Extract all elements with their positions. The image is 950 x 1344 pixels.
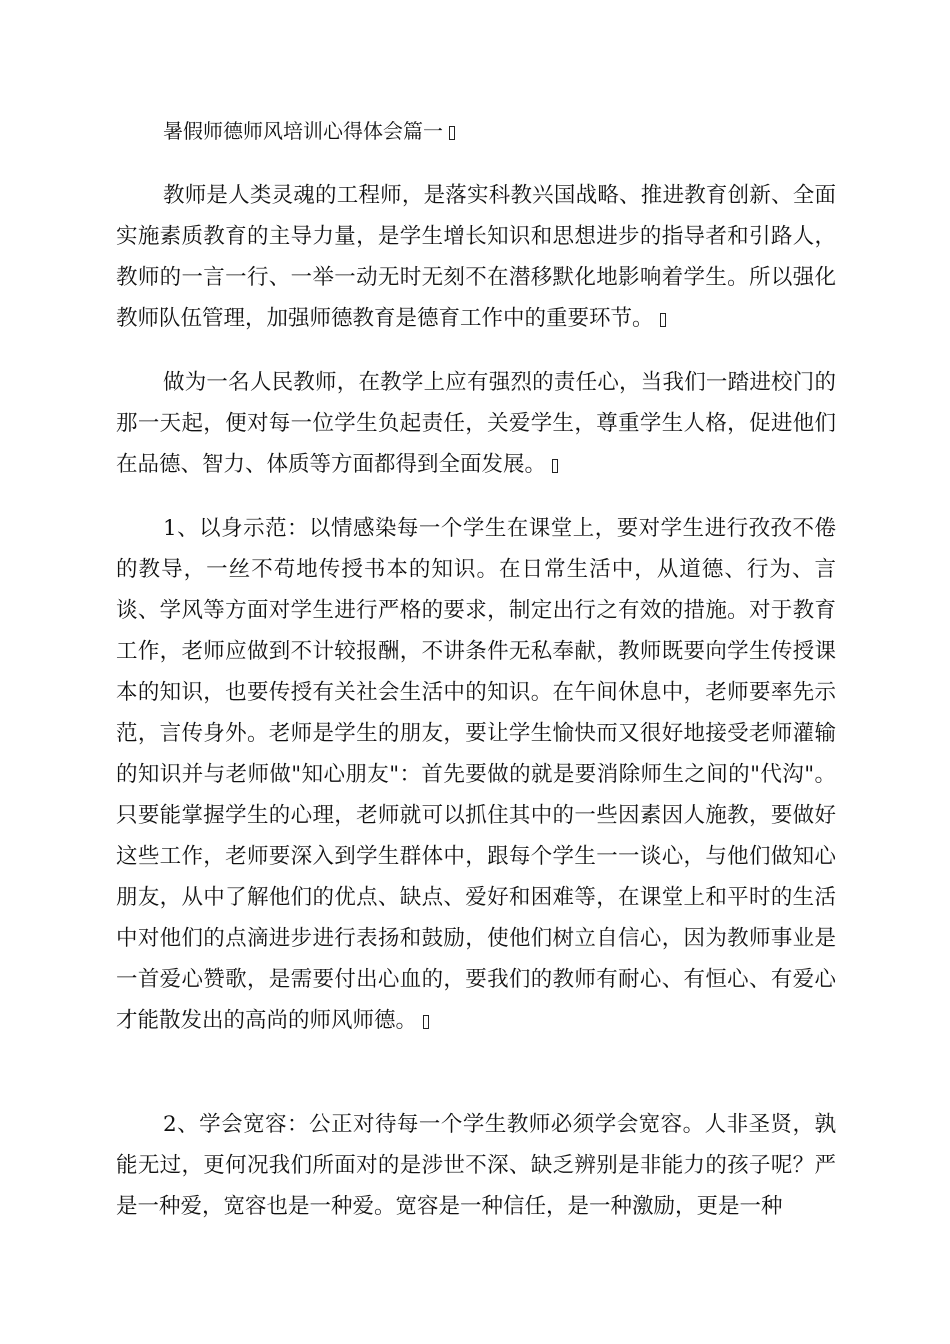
paragraph-mark-icon: [423, 1015, 429, 1029]
paragraph-1-text: 教师是人类灵魂的工程师，是落实科教兴国战略、推进教育创新、全面实施素质教育的主导力量，是学生增长知识和思想进步的指导者和引路人，教师的一言一行、一举一动无时无刻不在潜移默化地影响着学生。所以强化教师队伍管理，加强师德教育是德育工作中的重要环节。: [116, 183, 836, 331]
paragraph-3: [116, 508, 836, 1041]
document-title: [163, 117, 455, 145]
paragraph-2-text: 做为一名人民教师，在教学上应有强烈的责任心，当我们一踏进校门的那一天起，便对每一位学生负起责任，关爱学生，尊重学生人格，促进他们在品德、智力、体质等方面都得到全面发展。: [116, 370, 836, 477]
paragraph-4-text: 2、学会宽容：公正对待每一个学生教师必须学会宽容。人非圣贤，孰能无过，更何况我们所面对的是涉世不深、缺乏辨别是非能力的孩子呢？严是一种爱，宽容也是一种爱。宽容是一种信任，是一种激励，更是一种: [116, 1112, 836, 1219]
paragraph-mark-icon: [449, 126, 455, 140]
paragraph-mark-icon: [552, 459, 558, 473]
paragraph-1: [116, 175, 836, 339]
title-text: 暑假师德师风培训心得体会篇一: [163, 119, 443, 143]
paragraph-3-text: 1、以身示范：以情感染每一个学生在课堂上，要对学生进行孜孜不倦的教导，一丝不苟地传授书本的知识。在日常生活中，从道德、行为、言谈、学风等方面对学生进行严格的要求，制定出行之有效的措施。对于教育工作，老师应做到不计较报酬，不讲条件无私奉献，教师既要向学生传授课本的知识，也要传授有关社会生活中的知识。在午间休息中，老师要率先示范，言传身外。老师是学生的朋友，要让学生愉快而又很好地接受老师灌输的知识并与老师做"知心朋友"：首先要做的就是要消除师生之间的"代沟"。只要能掌握学生的心理，老师就可以抓住其中的一些因素因人施教，要做好这些工作，老师要深入到学生群体中，跟每个学生一一谈心，与他们做知心朋友，从中了解他们的优点、缺点、爱好和困难等，在课堂上和平时的生活中对他们的点滴进步进行表扬和鼓励，使他们树立自信心，因为教师事业是一首爱心赞歌，是需要付出心血的，要我们的教师有耐心、有恒心、有爱心才能散发出的高尚的师风师德。: [116, 516, 836, 1033]
paragraph-2: [116, 362, 836, 485]
paragraph-mark-icon: [660, 313, 666, 327]
paragraph-4: [116, 1104, 836, 1227]
